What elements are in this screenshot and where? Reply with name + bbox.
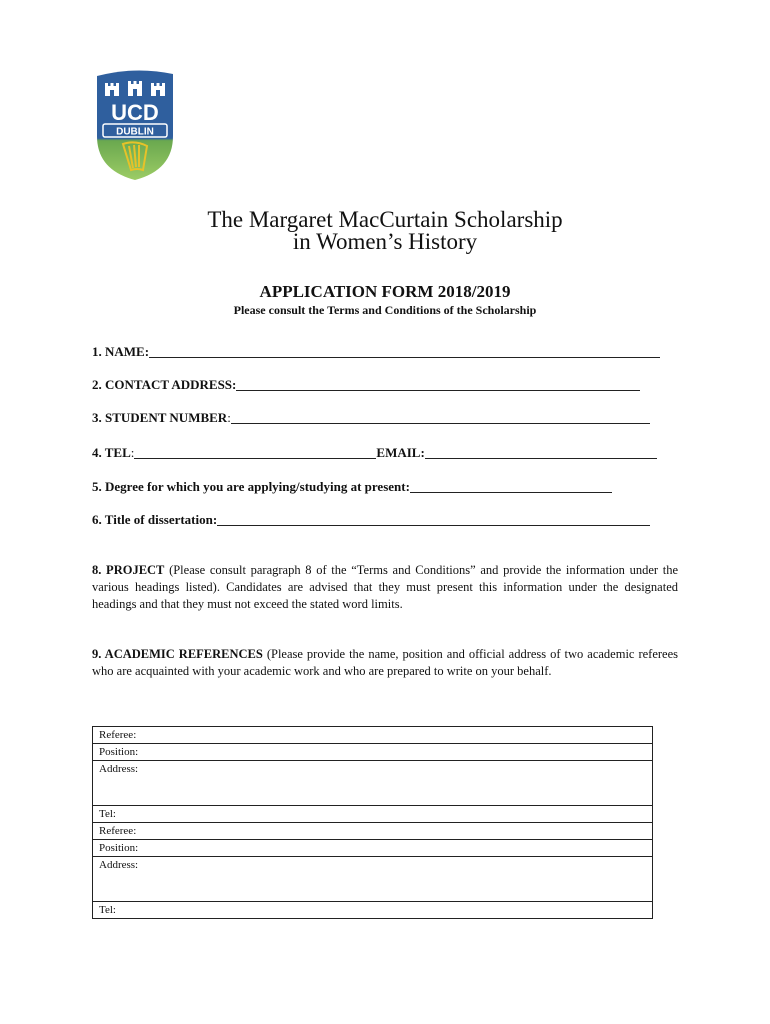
referee-2-cell[interactable]: Referee: xyxy=(93,823,653,840)
dissertation-input-line[interactable] xyxy=(217,514,650,526)
project-text: (Please consult paragraph 8 of the “Terms and Conditions” and provide the information under the various headings listed). Candidates are advised that they must present this information under the designated headings and that they must not exceed the stated word limits. xyxy=(92,563,678,611)
name-label: 1. NAME: xyxy=(92,344,150,359)
referee-table xyxy=(92,726,653,919)
address-input-line[interactable] xyxy=(236,379,640,391)
referee-1-cell[interactable]: Referee: xyxy=(93,727,653,744)
student-number-input-line[interactable] xyxy=(231,412,650,424)
svg-text:DUBLIN: DUBLIN xyxy=(116,126,154,138)
tel-2-cell[interactable]: Tel: xyxy=(93,902,653,919)
references-label: 9. ACADEMIC REFERENCES xyxy=(92,647,263,661)
references-text: (Please provide the name, position and official address of two academic referees who are acquainted with your academic work and who are prepared to write on your behalf. xyxy=(92,647,678,678)
address-1-cell[interactable]: Address: xyxy=(93,761,653,806)
address-field[interactable] xyxy=(92,377,640,393)
form-subheading: Please consult the Terms and Conditions of the Scholarship xyxy=(233,303,537,317)
svg-text:UCD: UCD xyxy=(111,100,159,125)
degree-field[interactable] xyxy=(92,479,612,495)
title-line-1: The Margaret MacCurtain Scholarship xyxy=(207,207,563,232)
scholarship-title xyxy=(0,209,770,253)
tel-1-cell[interactable]: Tel: xyxy=(93,806,653,823)
tel-label: 4. TEL xyxy=(92,445,131,460)
position-1-cell[interactable]: Position: xyxy=(93,744,653,761)
tel-input-line[interactable] xyxy=(134,447,376,459)
references-paragraph xyxy=(92,646,678,680)
ucd-shield-icon xyxy=(93,70,177,182)
form-heading: APPLICATION FORM 2018/2019 xyxy=(259,282,511,301)
name-field[interactable] xyxy=(92,344,660,360)
address-label: 2. CONTACT ADDRESS: xyxy=(92,377,237,392)
position-2-cell[interactable]: Position: xyxy=(93,840,653,857)
address-2-cell[interactable]: Address: xyxy=(93,857,653,902)
ucd-logo xyxy=(93,70,177,182)
tel-email-field[interactable]: 4. TEL : EMAIL: xyxy=(92,445,657,461)
email-label: EMAIL: xyxy=(376,445,425,460)
project-paragraph xyxy=(92,562,678,613)
dissertation-label: 6. Title of dissertation: xyxy=(92,512,218,527)
project-label: 8. PROJECT xyxy=(92,563,165,577)
dissertation-field[interactable] xyxy=(92,512,650,528)
degree-label: 5. Degree for which you are applying/studying at present: xyxy=(92,479,410,494)
email-input-line[interactable] xyxy=(425,447,657,459)
student-number-label: 3. STUDENT NUMBER xyxy=(92,410,228,425)
name-input-line[interactable] xyxy=(149,346,660,358)
student-number-field[interactable]: 3. STUDENT NUMBER : xyxy=(92,410,650,426)
degree-input-line[interactable] xyxy=(410,481,612,493)
title-line-2: in Women’s History xyxy=(292,229,478,254)
